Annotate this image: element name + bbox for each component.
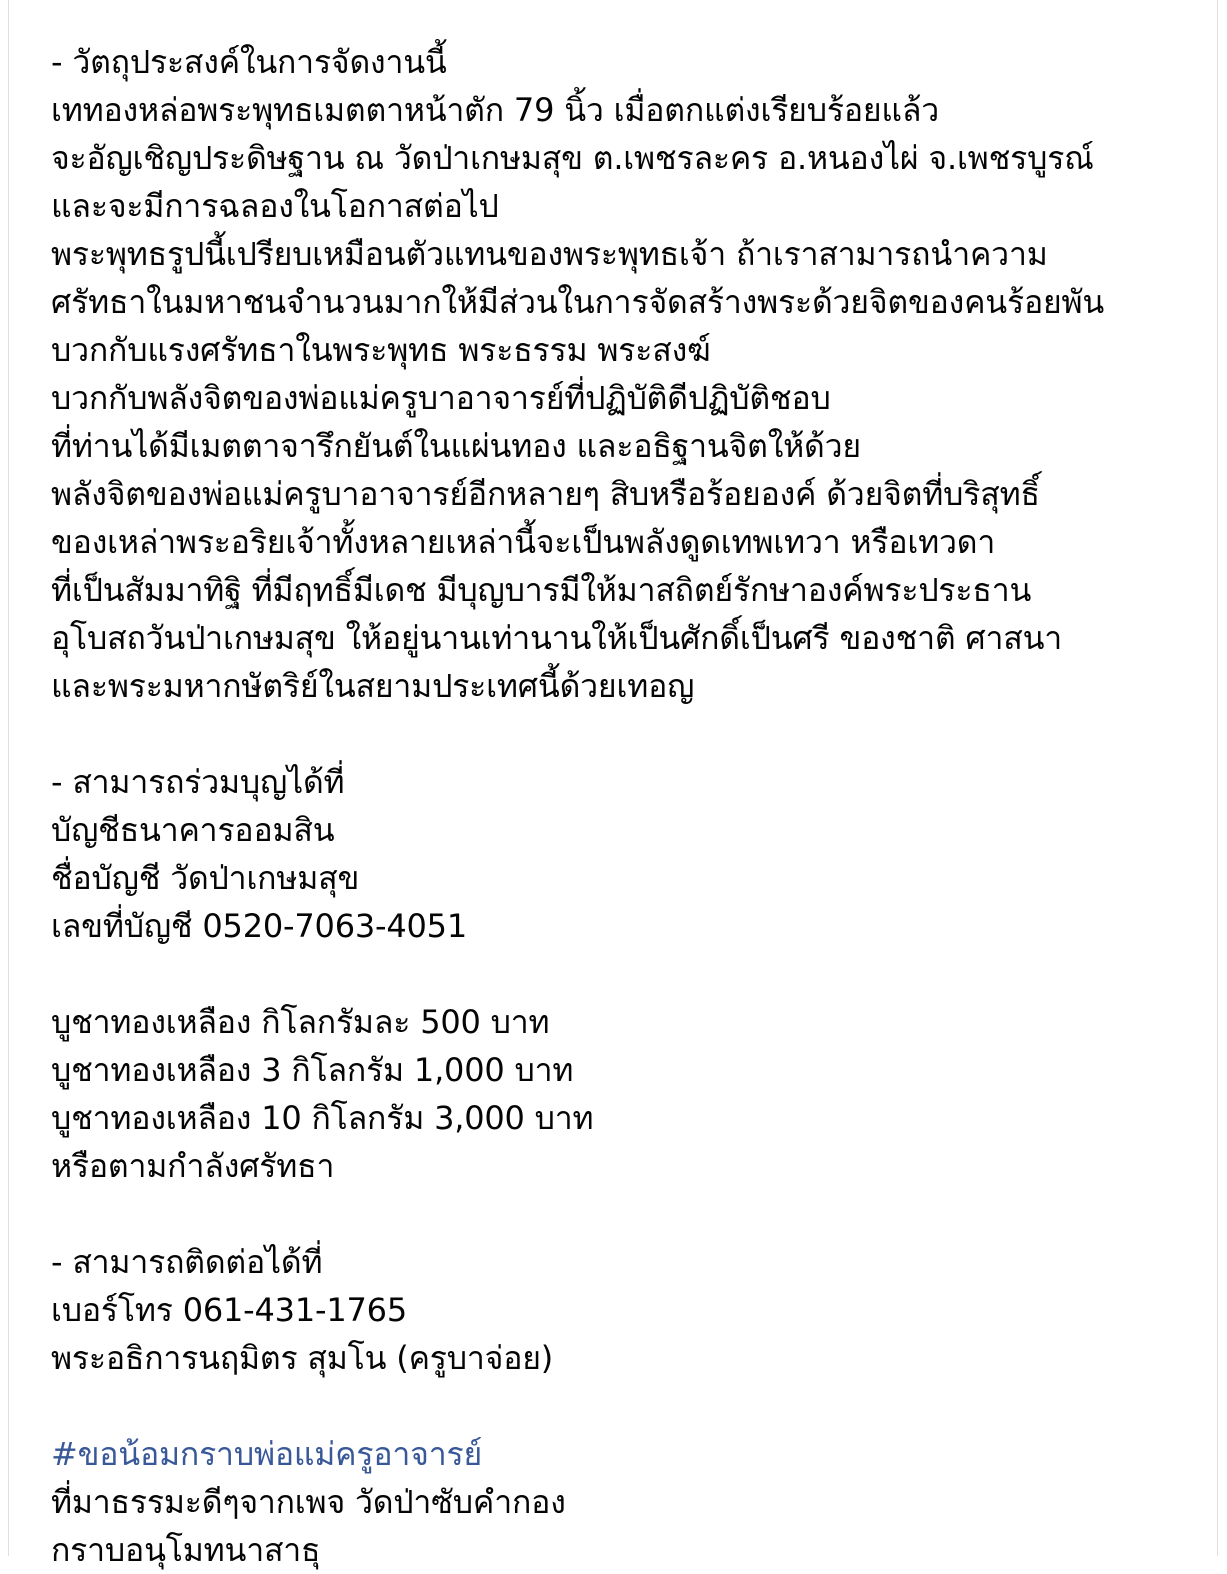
purpose-line: บวกกับแรงศรัทธาในพระพุทธ พระธรรม พระสงฆ์ xyxy=(51,331,711,369)
source-credit: ที่มาธรรมะดีๆจากเพจ วัดป่าซับคำกอง xyxy=(51,1483,566,1521)
purpose-line: พลังจิตของพ่อแม่ครูบาอาจารย์อีกหลายๆ สิบหรือร้อยองค์ ด้วยจิตที่บริสุทธิ์ xyxy=(51,475,1040,513)
paragraph-gap xyxy=(51,1382,1211,1430)
post-text xyxy=(51,38,1211,1574)
purpose-line: และพระมหากษัตริย์ในสยามประเทศนี้ด้วยเทอญ xyxy=(51,667,695,705)
contact-heading: - สามารถติดต่อได้ที่ xyxy=(51,1243,323,1281)
bank-name: บัญชีธนาคารออมสิน xyxy=(51,811,335,849)
purpose-line: อุโบสถวันป่าเกษมสุข ให้อยู่นานเท่านานให้เป็นศักดิ์เป็นศรี ของชาติ ศาสนา xyxy=(51,619,1063,657)
account-name: ชื่อบัญชี วัดป่าเกษมสุข xyxy=(51,859,360,897)
contact-person: พระอธิการนฤมิตร สุมโน (ครูบาจ่อย) xyxy=(51,1339,554,1377)
offering-line: บูชาทองเหลือง กิโลกรัมละ 500 บาท xyxy=(51,1003,550,1041)
paragraph-gap xyxy=(51,1190,1211,1238)
purpose-line: เททองหล่อพระพุทธเมตตาหน้าตัก 79 นิ้ว เมื่อตกแต่งเรียบร้อยแล้ว xyxy=(51,91,939,129)
purpose-line: ของเหล่าพระอริยเจ้าทั้งหลายเหล่านี้จะเป็นพลังดูดเทพเทวา หรือเทวดา xyxy=(51,523,996,561)
donation-heading: - สามารถร่วมบุญได้ที่ xyxy=(51,763,345,801)
hashtag-link[interactable]: #ขอน้อมกราบพ่อแม่ครูอาจารย์ xyxy=(51,1435,483,1473)
purpose-line: ที่เป็นสัมมาทิฐิ ที่มีฤทธิ์มีเดช มีบุญบารมีให้มาสถิตย์รักษาองค์พระประธาน xyxy=(51,571,1032,609)
paragraph-gap xyxy=(51,710,1211,758)
offering-line: บูชาทองเหลือง 10 กิโลกรัม 3,000 บาท xyxy=(51,1099,594,1137)
contact-phone: เบอร์โทร 061-431-1765 xyxy=(51,1291,407,1329)
purpose-line: และจะมีการฉลองในโอกาสต่อไป xyxy=(51,187,499,225)
paragraph-gap xyxy=(51,950,1211,998)
purpose-line: บวกกับพลังจิตของพ่อแม่ครูบาอาจารย์ที่ปฏิบัติดีปฏิบัติชอบ xyxy=(51,379,831,417)
purpose-line: จะอัญเชิญประดิษฐาน ณ วัดป่าเกษมสุข ต.เพชรละคร อ.หนองไผ่ จ.เพชรบูรณ์ xyxy=(51,139,1094,177)
purpose-line: ที่ท่านได้มีเมตตาจารึกยันต์ในแผ่นทอง และอธิฐานจิตให้ด้วย xyxy=(51,427,861,465)
offering-line: หรือตามกำลังศรัทธา xyxy=(51,1147,335,1185)
purpose-heading: - วัตถุประสงค์ในการจัดงานนี้ xyxy=(51,43,447,81)
offering-line: บูชาทองเหลือง 3 กิโลกรัม 1,000 บาท xyxy=(51,1051,574,1089)
post-container xyxy=(8,0,1218,1569)
purpose-line: ศรัทธาในมหาชนจำนวนมากให้มีส่วนในการจัดสร้างพระด้วยจิตของคนร้อยพัน xyxy=(51,283,1105,321)
closing-line: กราบอนุโมทนาสาธุ xyxy=(51,1531,321,1569)
purpose-line: พระพุทธรูปนี้เปรียบเหมือนตัวแทนของพระพุทธเจ้า ถ้าเราสามารถนำความ xyxy=(51,235,1048,273)
account-number: เลขที่บัญชี 0520-7063-4051 xyxy=(51,907,467,945)
